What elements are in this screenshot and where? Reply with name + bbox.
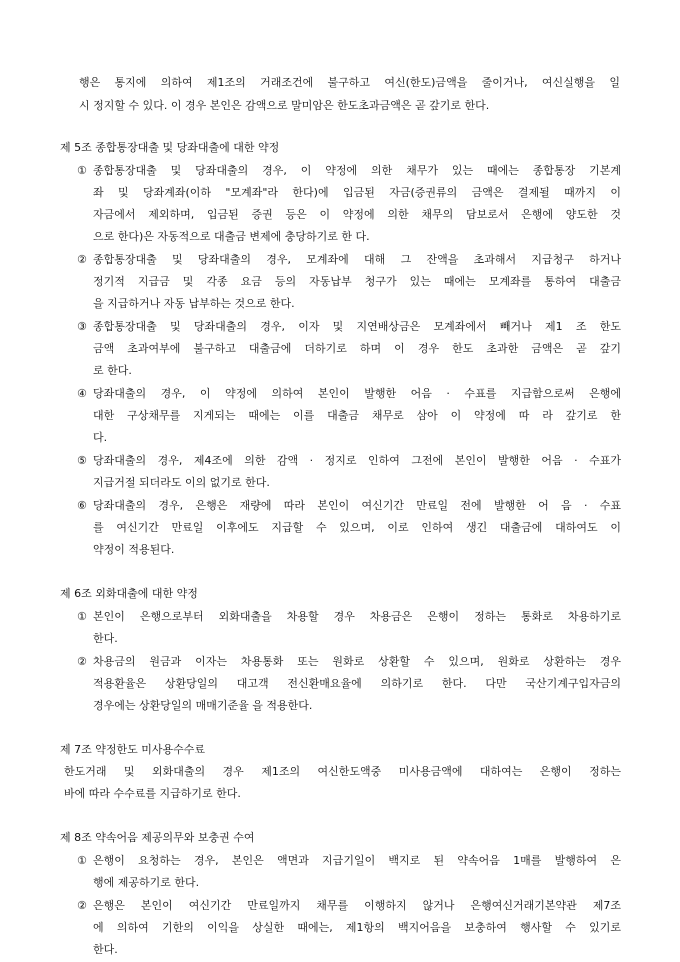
item-line: 경우에는 상환당일의 매매기준율 을 적용한다. [93,699,313,712]
item-marker: ① [77,854,87,867]
item-line: 당좌대출의 경우, 제4조에 의한 감액 · 정지로 인하여 그전에 본인이 발행한 어음 · 수표가 [93,454,621,467]
item-line: 행에 제공하기로 한다. [93,876,200,889]
item-line: 을 지급하거나 자동 납부하는 것으로 한다. [93,297,295,310]
item-marker: ④ [77,387,87,400]
item-marker: ② [77,655,87,668]
item-line: 자금에서 제외하며, 입금된 증권 등은 이 약정에 의한 채무의 담보로서 은행에 양도한 것 [93,208,621,221]
item-line: 약정이 적용된다. [93,543,175,556]
article-body-line: 바에 따라 수수료를 지급하기로 한다. [64,787,241,800]
continuation-line: 행은 통지에 의하여 제1조의 거래조건에 불구하고 여신(한도)금액을 줄이거나, 여신실행을 일 [79,76,620,89]
item-line: 한다. [93,943,118,956]
item-line: 지급거절 되더라도 이의 없기로 한다. [93,476,270,489]
item-line: 은행은 본인이 여신기간 만료일까지 채무를 이행하지 않거나 은행여신거래기본약관 제7조 [93,899,621,912]
item-line: 으로 한다)은 자동적으로 대출금 변제에 충당하기로 한 다. [93,230,370,243]
item-line: 한다. [93,632,118,645]
article-heading: 제 6조 외화대출에 대한 약정 [60,587,198,600]
item-marker: ③ [77,320,87,333]
item-line: 대한 구상채무를 지게되는 때에는 이를 대출금 채무로 삼아 이 약정에 따 라 갚기로 한 [93,409,621,422]
item-line: 좌 및 당좌계좌(이하 "모계좌"라 한다)에 입금된 자금(증권류의 금액은 결제될 때까지 이 [93,186,621,199]
item-line: 차용금의 원금과 이자는 차용통화 또는 원화로 상환할 수 있으며, 원화로 상환하는 경우 [93,655,621,668]
item-line: 로 한다. [93,364,132,377]
article-heading: 제 5조 종합통장대출 및 당좌대출에 대한 약정 [60,141,280,154]
item-line: 본인이 은행으로부터 외화대출을 차용할 경우 차용금은 은행이 정하는 통화로 차용하기로 [93,610,621,623]
item-line: 를 여신기간 만료일 이후에도 지급할 수 있으며, 이로 인하여 생긴 대출금에 대하여도 이 [93,521,621,534]
item-line: 종합통장대출 및 당좌대출의 경우, 이 약정에 의한 채무가 있는 때에는 종합통장 기본계 [93,164,621,177]
item-marker: ① [77,610,87,623]
item-line: 종합통장대출 및 당좌대출의 경우, 이자 및 지연배상금은 모계좌에서 빼거나 제1 조 한도 [93,320,621,333]
item-line: 당좌대출의 경우, 은행은 재량에 따라 본인이 여신기간 만료일 전에 발행한 어 음 · 수표 [93,499,621,512]
item-line: 은행이 요청하는 경우, 본인은 액면과 지급기일이 백지로 된 약속어음 1매를 발행하여 은 [93,854,621,867]
item-line: 다. [93,431,108,444]
item-line: 금액 초과여부에 불구하고 대출금에 더하기로 하며 이 경우 한도 초과한 금액은 곧 갚기 [93,342,621,355]
item-marker: ① [77,164,87,177]
item-line: 정기적 지급금 및 각종 요금 등의 자동납부 청구가 있는 때에는 모계좌를 통하여 대출금 [93,275,621,288]
item-line: 당좌대출의 경우, 이 약정에 의하여 본인이 발행한 어음 · 수표를 지급함으로써 은행에 [93,387,621,400]
article-heading: 제 8조 약속어음 제공의무와 보충권 수여 [60,831,255,844]
item-marker: ⑤ [77,454,87,467]
item-marker: ② [77,899,87,912]
item-line: 적용환율은 상환당일의 대고객 전신환매요율에 의하기로 한다. 다만 국산기계구입자금의 [93,677,621,690]
article-heading: 제 7조 약정한도 미사용수수료 [60,743,205,756]
item-marker: ② [77,253,87,266]
item-line: 에 의하여 기한의 이익을 상실한 때에는, 제1항의 백지어음을 보충하여 행사할 수 있기로 [93,921,621,934]
article-body-line: 한도거래 및 외화대출의 경우 제1조의 여신한도액중 미사용금액에 대하여는 은행이 정하는 [64,765,621,778]
item-line: 종합통장대출 및 당좌대출의 경우, 모계좌에 대해 그 잔액을 초과해서 지급청구 하거나 [93,253,621,266]
item-marker: ⑥ [77,499,87,512]
continuation-line: 시 정지할 수 있다. 이 경우 본인은 감액으로 말미암은 한도초과금액은 곧 갚기로 한다. [79,99,490,112]
